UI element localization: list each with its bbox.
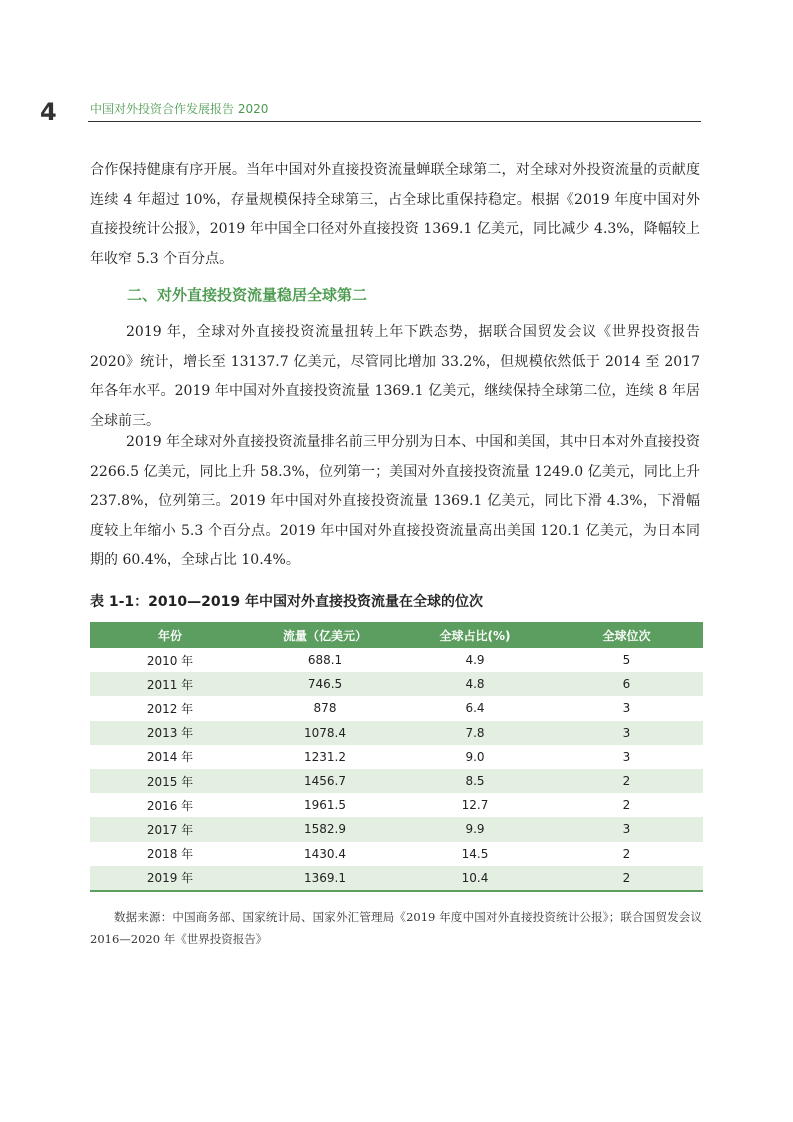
- table-row: [90, 866, 703, 891]
- cell-flow: 1582.9: [250, 817, 400, 841]
- cell-flow: 746.5: [250, 672, 400, 696]
- table-row: [90, 648, 703, 672]
- cell-year: 2015 年: [90, 769, 250, 793]
- cell-share: 4.8: [400, 672, 550, 696]
- cell-year: 2011 年: [90, 672, 250, 696]
- cell-flow: 1430.4: [304, 846, 346, 861]
- cell-year: 2013 年: [90, 721, 250, 745]
- paragraph-2: 2019 年，全球对外直接投资流量扭转上年下跌态势，据联合国贸发会议《世界投资报告 2020》统计，增长至 13137.7 亿美元，尽管同比增加 33.2%，但规模依然低于 2014 至 2017 年各年水平。2019 年中国对外直接投资流量 1369.1 亿美元，继续保持全球第二位，连续 8 年居全球前三。: [90, 324, 700, 429]
- cell-share: 8.5: [400, 769, 550, 793]
- table-row: [90, 721, 703, 745]
- fdi-rank-table: [90, 622, 703, 892]
- paragraph-1: 合作保持健康有序开展。当年中国对外直接投资流量蝉联全球第二，对全球对外投资流量的贡献度连续 4 年超过 10%，存量规模保持全球第三，占全球比重保持稳定。根据《2019 年度中国对外直接投统计公报》，2019 年中国全口径对外直接投资 1369.1 亿美元，同比减少 4.3%，降幅较上年收窄 5.3 个百分点。: [90, 162, 700, 267]
- cell-year: 2018 年: [146, 847, 194, 862]
- table-header-row: [90, 622, 703, 648]
- cell-share: 9.0: [465, 749, 485, 764]
- cell-rank: 3: [550, 817, 703, 841]
- table-row: [90, 793, 703, 817]
- table-row: [90, 696, 703, 720]
- cell-flow: 1231.2: [304, 749, 346, 764]
- table-row: [90, 769, 703, 793]
- running-header-title: 中国对外投资合作发展报告 2020: [90, 102, 269, 116]
- source-note: 数据来源：中国商务部、国家统计局、国家外汇管理局《2019 年度中国对外直接投资统计公报》；联合国贸发会议 2016—2020 年《世界投资报告》: [90, 910, 702, 946]
- cell-year: 2016 年: [146, 798, 194, 813]
- paragraph-3: 2019 年全球对外直接投资流量排名前三甲分别为日本、中国和美国，其中日本对外直接投资 2266.5 亿美元，同比上升 58.3%，位列第一；美国对外直接投资流量 1249.0 亿美元，同比上升 237.8%，位列第三。2019 年中国对外直接投资流量 1369.1 亿美元，同比下滑 4.3%，下滑幅度较上年缩小 5.3 个百分点。2019 年中国对外直接投资流量高出美国 120.1 亿美元，为日本同期的 60.4%，全球占比 10.4%。: [90, 434, 700, 568]
- cell-share: 6.4: [465, 701, 485, 716]
- table-caption: 表 1-1：2010—2019 年中国对外直接投资流量在全球的位次: [90, 594, 483, 610]
- table-row: [90, 745, 703, 769]
- header-share: 全球占比(%): [400, 622, 550, 648]
- table-row: [90, 672, 703, 696]
- header-rank: 全球位次: [550, 622, 703, 648]
- cell-rank: 2: [622, 798, 631, 813]
- header-year: 年份: [90, 622, 250, 648]
- cell-share: 9.9: [400, 817, 550, 841]
- cell-share: 4.9: [465, 653, 485, 668]
- cell-flow: 1369.1: [250, 866, 400, 891]
- table-row: [90, 817, 703, 841]
- header-divider: [88, 121, 701, 122]
- header-flow: 流量（亿美元）: [250, 622, 400, 648]
- table-row: [90, 842, 703, 866]
- cell-year: 2017 年: [90, 817, 250, 841]
- cell-year: 2010 年: [146, 653, 194, 668]
- cell-share: 12.7: [461, 798, 489, 813]
- cell-rank: 3: [550, 721, 703, 745]
- cell-share: 14.5: [461, 846, 489, 861]
- cell-year: 2012 年: [146, 701, 194, 716]
- page-number: 4: [40, 98, 57, 126]
- cell-flow: 878: [313, 701, 337, 716]
- cell-year: 2019 年: [90, 866, 250, 891]
- cell-share: 10.4: [400, 866, 550, 891]
- cell-flow: 1456.7: [250, 769, 400, 793]
- cell-year: 2014 年: [146, 750, 194, 765]
- cell-rank: 2: [622, 846, 631, 861]
- cell-rank: 3: [622, 701, 631, 716]
- cell-rank: 5: [622, 653, 631, 668]
- section-heading: 二、对外直接投资流量稳居全球第二: [127, 286, 368, 304]
- cell-rank: 2: [550, 866, 703, 891]
- cell-flow: 688.1: [307, 653, 343, 668]
- cell-flow: 1961.5: [304, 798, 346, 813]
- cell-share: 7.8: [400, 721, 550, 745]
- cell-rank: 2: [550, 769, 703, 793]
- cell-rank: 3: [622, 749, 631, 764]
- cell-rank: 6: [550, 672, 703, 696]
- cell-flow: 1078.4: [250, 721, 400, 745]
